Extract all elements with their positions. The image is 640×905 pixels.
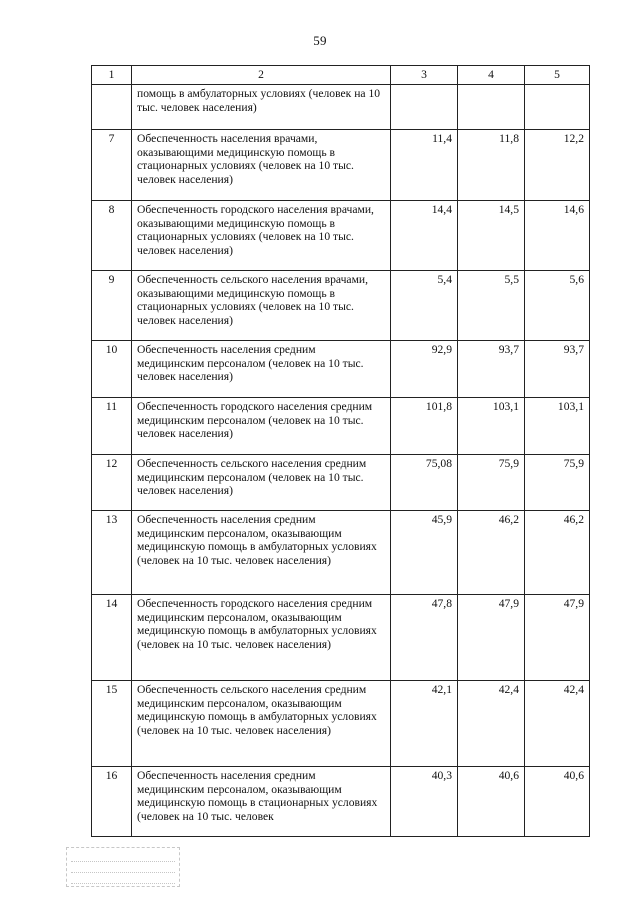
row-number [92,85,132,130]
row-number: 7 [92,130,132,201]
column-header: 5 [525,66,590,85]
value-col-3: 101,8 [391,398,458,455]
table-row [92,201,590,271]
row-number: 14 [92,595,132,681]
value-col-5: 46,2 [525,511,590,595]
indicator-description: Обеспеченность городского населения средним медицинским персоналом, оказывающим медицинскую помощь в амбулаторных условиях (человек на 10 тыс. человек населения) [132,595,391,681]
value-col-4: 75,9 [458,455,525,511]
value-col-4: 5,5 [458,271,525,341]
indicator-description: Обеспеченность сельского населения средним медицинским персоналом, оказывающим медицинскую помощь в амбулаторных условиях (человек на 10 тыс. человек населения) [132,681,391,767]
table-row [92,271,590,341]
value-col-3: 92,9 [391,341,458,398]
value-col-5: 12,2 [525,130,590,201]
row-number: 13 [92,511,132,595]
value-col-4: 14,5 [458,201,525,271]
value-col-3: 75,08 [391,455,458,511]
value-col-3: 42,1 [391,681,458,767]
indicator-description: Обеспеченность городского населения врачами, оказывающими медицинскую помощь в стационарных условиях (человек на 10 тыс. человек населения) [132,201,391,271]
table-row [92,595,590,681]
row-number: 16 [92,767,132,837]
value-col-3: 47,8 [391,595,458,681]
table-row [92,681,590,767]
value-col-5: 14,6 [525,201,590,271]
stamp-line [71,864,175,873]
table-row [92,85,590,130]
table-row [92,455,590,511]
stamp-line [71,853,175,862]
indicator-description: Обеспеченность населения средним медицинским персоналом, оказывающим медицинскую помощь в стационарных условиях (человек на 10 тыс. человек [132,767,391,837]
page-number: 59 [313,33,327,48]
value-col-5: 5,6 [525,271,590,341]
row-number: 8 [92,201,132,271]
stamp-line [71,875,175,884]
value-col-4 [458,85,525,130]
indicator-description: Обеспеченность населения средним медицинским персоналом, оказывающим медицинскую помощь в амбулаторных условиях (человек на 10 тыс. человек населения) [132,511,391,595]
value-col-4: 46,2 [458,511,525,595]
table-row [92,341,590,398]
table-row [92,511,590,595]
faded-stamp [66,847,180,887]
indicator-description: Обеспеченность сельского населения врачами, оказывающими медицинскую помощь в стационарных условиях (человек на 10 тыс. человек населения) [132,271,391,341]
value-col-5: 75,9 [525,455,590,511]
value-col-3: 14,4 [391,201,458,271]
value-col-5: 93,7 [525,341,590,398]
table-row [92,398,590,455]
indicator-description: Обеспеченность населения врачами, оказывающими медицинскую помощь в стационарных условиях (человек на 10 тыс. человек населения) [132,130,391,201]
value-col-4: 40,6 [458,767,525,837]
row-number: 10 [92,341,132,398]
column-header: 4 [458,66,525,85]
value-col-3: 11,4 [391,130,458,201]
indicator-description: Обеспеченность городского населения средним медицинским персоналом (человек на 10 тыс. человек населения) [132,398,391,455]
value-col-4: 93,7 [458,341,525,398]
value-col-4: 42,4 [458,681,525,767]
column-header: 2 [132,66,391,85]
row-number: 12 [92,455,132,511]
indicator-description: помощь в амбулаторных условиях (человек на 10 тыс. человек населения) [132,85,391,130]
value-col-5: 40,6 [525,767,590,837]
column-header: 3 [391,66,458,85]
row-number: 15 [92,681,132,767]
row-number: 9 [92,271,132,341]
column-header: 1 [92,66,132,85]
value-col-4: 103,1 [458,398,525,455]
value-col-5: 47,9 [525,595,590,681]
value-col-5: 42,4 [525,681,590,767]
value-col-5: 103,1 [525,398,590,455]
value-col-3: 5,4 [391,271,458,341]
indicator-description: Обеспеченность сельского населения средним медицинским персоналом (человек на 10 тыс. человек населения) [132,455,391,511]
value-col-3 [391,85,458,130]
value-col-4: 47,9 [458,595,525,681]
row-number: 11 [92,398,132,455]
indicator-description: Обеспеченность населения средним медицинским персоналом (человек на 10 тыс. человек населения) [132,341,391,398]
table-row [92,130,590,201]
value-col-5 [525,85,590,130]
value-col-3: 45,9 [391,511,458,595]
table-row [92,767,590,837]
value-col-3: 40,3 [391,767,458,837]
value-col-4: 11,8 [458,130,525,201]
indicator-table [91,65,590,837]
table-header-row [92,66,590,85]
